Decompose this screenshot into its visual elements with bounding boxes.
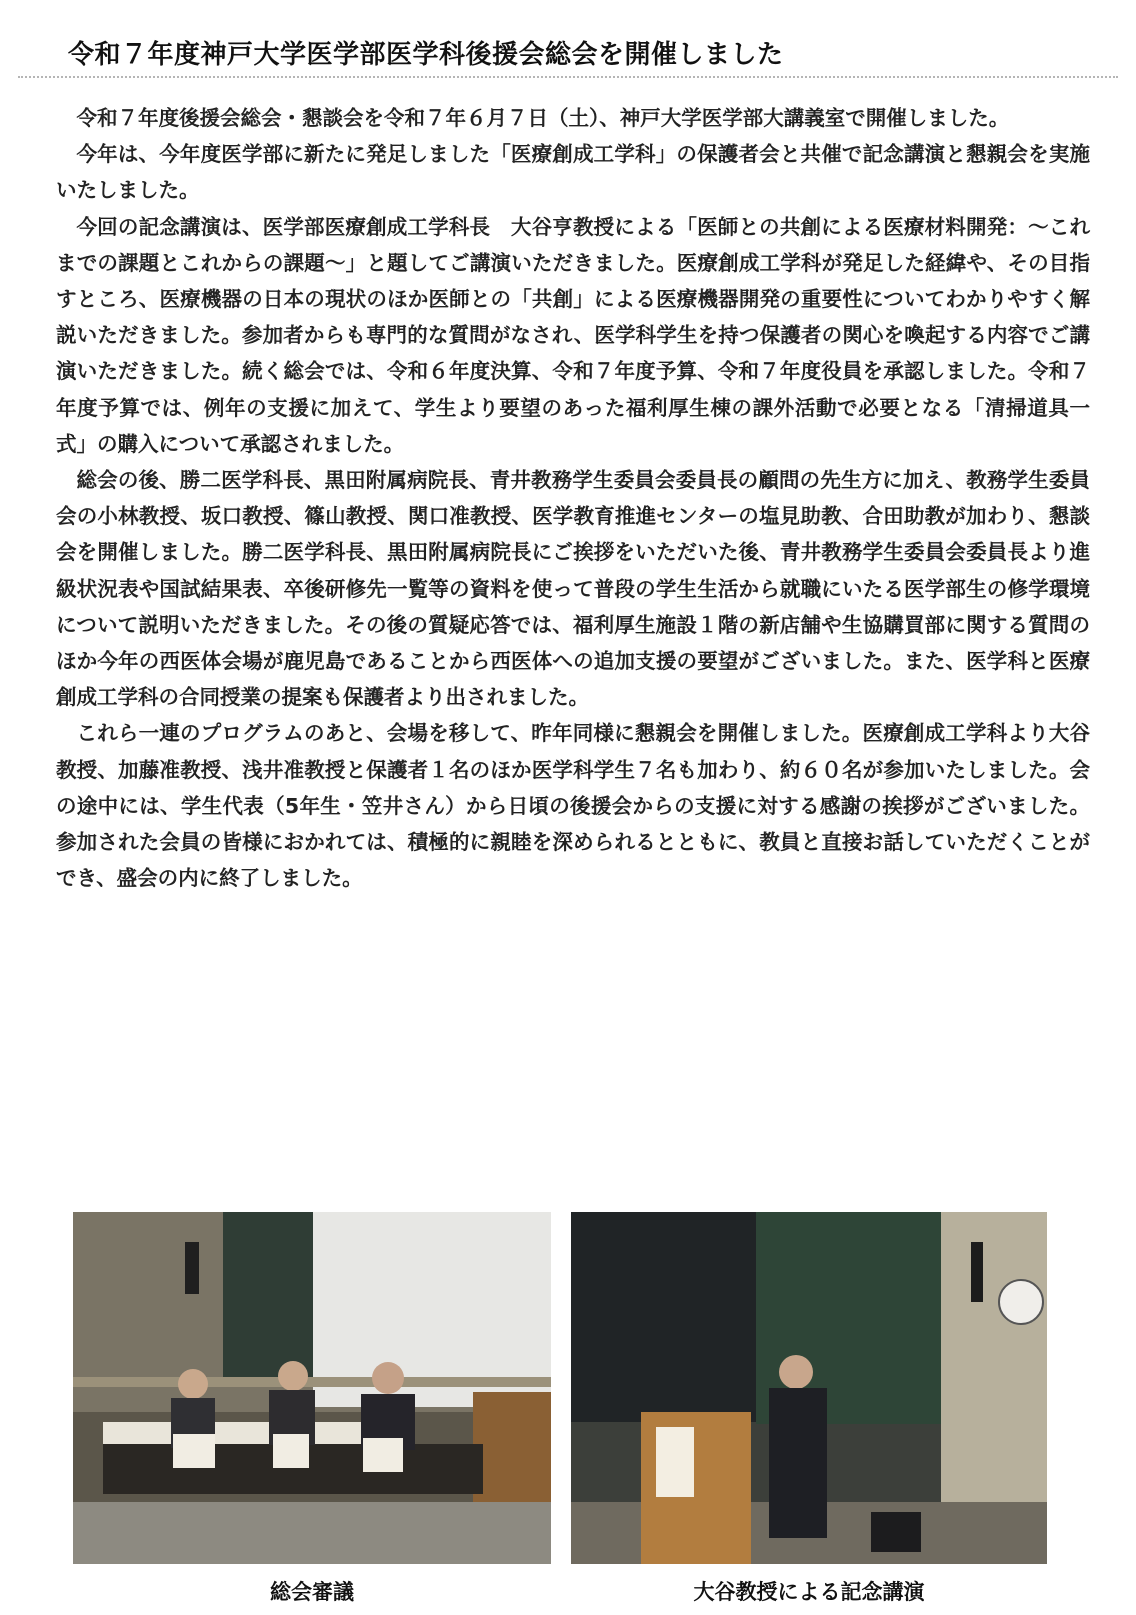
article-body — [56, 100, 1090, 896]
photo-caption: 大谷教授による記念講演 — [693, 1580, 925, 1604]
paragraph: 令和７年度後援会総会・懇談会を令和７年６月７日（土）、神戸大学医学部大講義室で開催しました。 — [76, 106, 1010, 130]
title-divider — [18, 76, 1118, 78]
photo-caption: 総会審議 — [270, 1580, 354, 1604]
paragraph: これら一連のプログラムのあと、会場を移して、昨年同様に懇親会を開催しました。医療創成工学科より大谷教授、加藤准教授、浅井准教授と保護者１名のほか医学科学生７名も加わり、約６０名が参加いたしました。会の途中には、学生代表（5年生・笠井さん）から日頃の後援会からの支援に対する感謝の挨拶がございました。参加された会員の皆様におかれては、積極的に親睦を深められるとともに、教員と直接お話していただくことができ、盛会の内に終了しました。 — [56, 721, 1090, 891]
paragraph: 総会の後、勝二医学科長、黒田附属病院長、青井教務学生委員会委員長の顧問の先生方に加え、教務学生委員会の小林教授、坂口教授、篠山教授、関口准教授、医学教育推進センターの塩見助教、合田助教が加わり、懇談会を開催しました。勝二医学科長、黒田附属病院長にご挨拶をいただいた後、青井教務学生委員会委員長より進級状況表や国試結果表、卒後研修先一覧等の資料を使って普段の学生生活から就職にいたる医学部生の修学環境について説明いただきました。その後の質疑応答では、福利厚生施設１階の新店舗や生協購買部に関する質問のほか今年の西医体会場が鹿児島であることから西医体への追加支援の要望がございました。また、医学科と医療創成工学科の合同授業の提案も保護者より出されました。 — [56, 468, 1090, 710]
paragraph: 今回の記念講演は、医学部医療創成工学科長 大谷亨教授による「医師との共創による医療材料開発：～これまでの課題とこれからの課題～」と題してご講演いただきました。医療創成工学科が発足した経緯や、その目指すところ、医療機器の日本の現状のほか医師との「共創」による医療機器開発の重要性についてわかりやすく解説いただきました。参加者からも専門的な質問がなされ、医学科学生を持つ保護者の関心を喚起する内容でご講演いただきました。続く総会では、令和６年度決算、令和７年度予算、令和７年度役員を承認しました。令和７年度予算では、例年の支援に加えて、学生より要望のあった福利厚生棟の課外活動で必要となる「清掃道具一式」の購入について承認されました。 — [56, 214, 1090, 456]
lecture-photo — [571, 1212, 1047, 1564]
general-meeting-photo — [73, 1212, 551, 1564]
paragraph: 今年は、今年度医学部に新たに発足しました「医療創成工学科」の保護者会と共催で記念講演と懇親会を実施いたしました。 — [56, 142, 1090, 203]
page-title: 令和７年度神戸大学医学部医学科後援会総会を開催しました — [68, 40, 784, 70]
